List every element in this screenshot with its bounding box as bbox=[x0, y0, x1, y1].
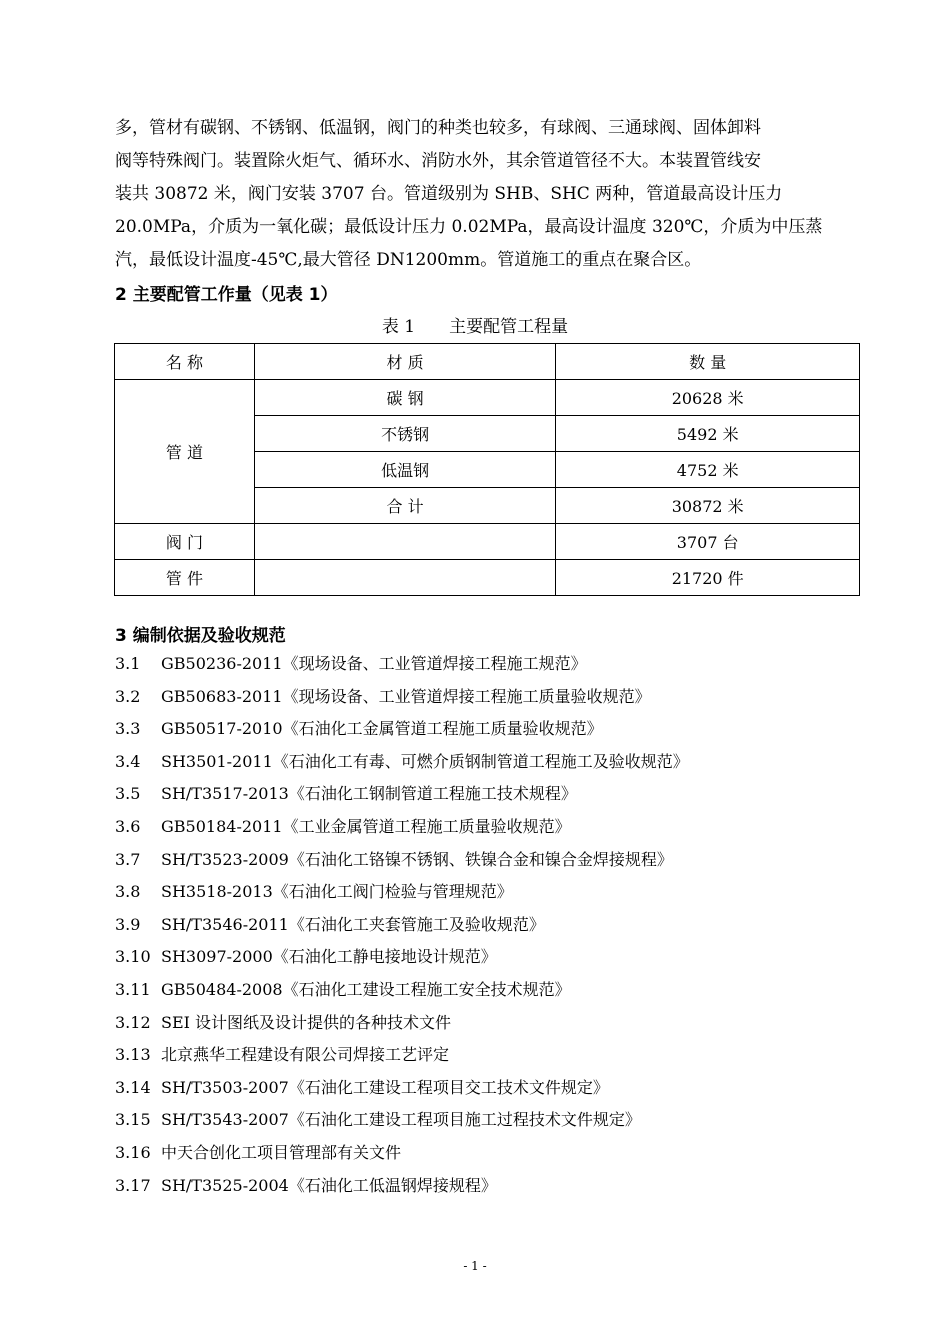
header-quantity: 数 量 bbox=[556, 344, 860, 380]
list-item bbox=[115, 648, 689, 681]
item-number: 3.11 bbox=[115, 979, 151, 999]
list-item bbox=[115, 1170, 689, 1203]
item-number: 3.9 bbox=[115, 914, 141, 934]
item-text: SH/T3543-2007《石油化工建设工程项目施工过程技术文件规定》 bbox=[161, 1110, 641, 1130]
item-number: 3.14 bbox=[115, 1077, 151, 1097]
item-number: 3.6 bbox=[115, 816, 141, 836]
cell-material: 不锈钢 bbox=[254, 416, 556, 452]
list-item bbox=[115, 681, 689, 714]
item-text: SH/T3546-2011《石油化工夹套管施工及验收规范》 bbox=[161, 914, 545, 934]
item-text: SH/T3503-2007《石油化工建设工程项目交工技术文件规定》 bbox=[161, 1077, 609, 1097]
item-number: 3.12 bbox=[115, 1012, 151, 1032]
cell-quantity: 4752 米 bbox=[556, 452, 860, 488]
pipe-group-label: 管 道 bbox=[115, 380, 255, 524]
item-number: 3.5 bbox=[115, 784, 141, 804]
list-item bbox=[115, 1104, 689, 1137]
item-text: SH3097-2000《石油化工静电接地设计规范》 bbox=[161, 947, 497, 967]
cell-material bbox=[254, 560, 556, 596]
list-item bbox=[115, 811, 689, 844]
page-number: - 1 - bbox=[463, 1259, 487, 1273]
intro-line: 多，管材有碳钢、不锈钢、低温钢，阀门的种类也较多，有球阀、三通球阀、固体卸料 bbox=[115, 118, 761, 138]
item-number: 3.3 bbox=[115, 719, 141, 739]
table-row bbox=[115, 524, 860, 560]
list-item bbox=[115, 876, 689, 909]
item-text: GB50484-2008《石油化工建设工程施工安全技术规范》 bbox=[161, 979, 571, 999]
cell-quantity: 3707 台 bbox=[556, 524, 860, 560]
item-text: SH/T3517-2013《石油化工钢制管道工程施工技术规程》 bbox=[161, 784, 577, 804]
list-item bbox=[115, 1039, 689, 1072]
item-text: SEI 设计图纸及设计提供的各种技术文件 bbox=[161, 1012, 452, 1032]
item-number: 3.10 bbox=[115, 947, 151, 967]
cell-quantity: 5492 米 bbox=[556, 416, 860, 452]
list-item bbox=[115, 974, 689, 1007]
intro-line: 20.0MPa，介质为一氧化碳；最低设计压力 0.02MPa，最高设计温度 320℃，介质为中压蒸 bbox=[115, 217, 823, 237]
table-row bbox=[115, 380, 860, 416]
list-item bbox=[115, 713, 689, 746]
intro-paragraph bbox=[115, 112, 860, 277]
table-header-row bbox=[115, 344, 860, 380]
section-3-heading: 3 编制依据及验收规范 bbox=[115, 626, 286, 646]
item-text: SH3518-2013《石油化工阀门检验与管理规范》 bbox=[161, 882, 513, 902]
piping-quantity-table bbox=[114, 343, 860, 596]
cell-quantity: 30872 米 bbox=[556, 488, 860, 524]
item-number: 3.4 bbox=[115, 751, 141, 771]
cell-quantity: 20628 米 bbox=[556, 380, 860, 416]
table-caption-title: 主要配管工程量 bbox=[449, 317, 569, 337]
item-number: 3.13 bbox=[115, 1045, 151, 1065]
item-number: 3.1 bbox=[115, 654, 141, 673]
list-item bbox=[115, 778, 689, 811]
item-number: 3.2 bbox=[115, 686, 141, 706]
intro-line: 阀等特殊阀门。装置除火炬气、循环水、消防水外，其余管道管径不大。本装置管线安 bbox=[115, 151, 761, 171]
item-text: GB50236-2011《现场设备、工业管道焊接工程施工规范》 bbox=[161, 654, 587, 673]
item-number: 3.15 bbox=[115, 1110, 151, 1130]
item-text: 中天合创化工项目管理部有关文件 bbox=[161, 1142, 402, 1162]
cell-quantity: 21720 件 bbox=[556, 560, 860, 596]
header-material: 材 质 bbox=[254, 344, 556, 380]
cell-material: 低温钢 bbox=[254, 452, 556, 488]
list-item bbox=[115, 746, 689, 779]
item-text: 北京燕华工程建设有限公司焊接工艺评定 bbox=[161, 1045, 450, 1065]
list-item bbox=[115, 909, 689, 942]
intro-line: 汽，最低设计温度-45℃,最大管径 DN1200mm。管道施工的重点在聚合区。 bbox=[115, 250, 702, 270]
item-text: SH/T3525-2004《石油化工低温钢焊接规程》 bbox=[161, 1175, 497, 1195]
table-caption-number: 表 1 bbox=[381, 317, 416, 337]
item-number: 3.17 bbox=[115, 1175, 151, 1195]
list-item bbox=[115, 844, 689, 877]
cell-material bbox=[254, 524, 556, 560]
cell-material: 合 计 bbox=[254, 488, 556, 524]
cell-material: 碳 钢 bbox=[254, 380, 556, 416]
table-caption bbox=[0, 312, 950, 337]
item-number: 3.16 bbox=[115, 1142, 151, 1162]
cell-name: 阀 门 bbox=[115, 524, 255, 560]
standards-list bbox=[115, 648, 689, 1202]
item-number: 3.8 bbox=[115, 882, 141, 902]
header-name: 名 称 bbox=[115, 344, 255, 380]
section-2-heading: 2 主要配管工作量（见表 1） bbox=[115, 285, 338, 305]
item-text: SH/T3523-2009《石油化工铬镍不锈钢、铁镍合金和镍合金焊接规程》 bbox=[161, 849, 673, 869]
table-row bbox=[115, 560, 860, 596]
list-item bbox=[115, 1072, 689, 1105]
item-number: 3.7 bbox=[115, 849, 141, 869]
item-text: SH3501-2011《石油化工有毒、可燃介质钢制管道工程施工及验收规范》 bbox=[161, 751, 689, 771]
item-text: GB50517-2010《石油化工金属管道工程施工质量验收规范》 bbox=[161, 719, 603, 739]
cell-name: 管 件 bbox=[115, 560, 255, 596]
list-item bbox=[115, 1007, 689, 1040]
item-text: GB50683-2011《现场设备、工业管道焊接工程施工质量验收规范》 bbox=[161, 686, 651, 706]
item-text: GB50184-2011《工业金属管道工程施工质量验收规范》 bbox=[161, 816, 571, 836]
list-item bbox=[115, 941, 689, 974]
intro-line: 装共 30872 米，阀门安装 3707 台。管道级别为 SHB、SHC 两种，管道最高设计压力 bbox=[115, 184, 783, 204]
list-item bbox=[115, 1137, 689, 1170]
